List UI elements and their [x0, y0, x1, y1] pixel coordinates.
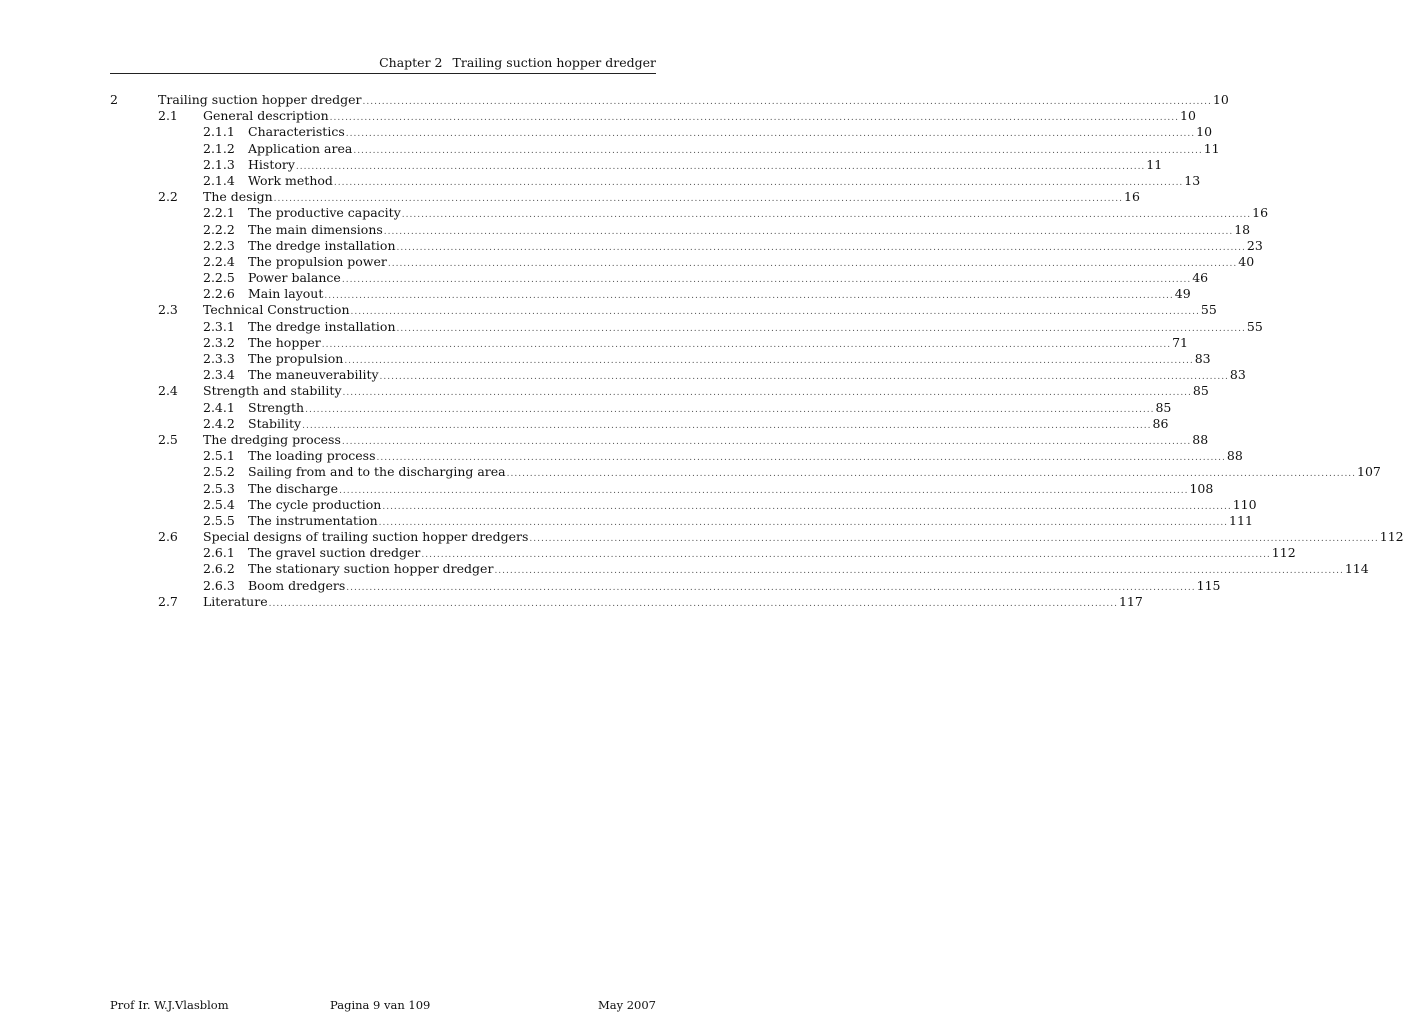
toc-entry-title: The propulsion power	[248, 253, 387, 269]
dot-leader: ............................................................................................................................................................................................................................	[387, 258, 1238, 269]
toc-entry-page: 85	[1192, 383, 1209, 399]
toc-entry-page: 85	[1155, 399, 1172, 415]
dot-leader: ............................................................................................................................................................................................................................	[268, 598, 1118, 609]
toc-entry[interactable]	[110, 221, 1251, 238]
toc-entry-title: General description	[203, 108, 329, 124]
toc-entry-number: 2.5.1	[203, 448, 235, 464]
toc-entry-title: Power balance	[248, 270, 341, 286]
dot-leader: ............................................................................................................................................................................................................................	[273, 194, 1124, 205]
toc-entry-title: The hopper	[248, 334, 321, 350]
toc-entry-number: 2.5.4	[203, 496, 235, 512]
toc-entry[interactable]	[110, 545, 1296, 561]
toc-entry-page: 11	[1203, 140, 1220, 156]
toc-entry-number: 2.3	[158, 302, 178, 318]
toc-entry-number: 2.6.1	[203, 545, 235, 561]
toc-entry-page: 107	[1357, 464, 1381, 480]
toc-entry-page: 83	[1229, 367, 1246, 383]
table-of-contents	[110, 92, 1404, 610]
dot-leader: ............................................................................................................................................................................................................................	[329, 113, 1180, 124]
dot-leader: ............................................................................................................................................................................................................................	[339, 485, 1189, 496]
footer-date: May 2007	[597, 998, 656, 1012]
toc-entry-number: 2.4	[158, 383, 178, 399]
toc-entry-page: 10	[1180, 108, 1196, 124]
toc-entry-page: 16	[1124, 189, 1140, 205]
header-chapter: Chapter 2	[379, 55, 443, 70]
toc-entry-page: 117	[1118, 593, 1143, 609]
toc-entry-page: 88	[1226, 448, 1243, 464]
toc-entry-title: The design	[203, 189, 273, 205]
toc-entry-title: The dredge installation	[248, 318, 396, 334]
toc-entry-title: The maneuverability	[248, 367, 379, 383]
toc-entry-title: Special designs of trailing suction hopper dredgers	[203, 529, 529, 545]
dot-leader: ............................................................................................................................................................................................................................	[376, 453, 1226, 464]
dot-leader: ............................................................................................................................................................................................................................	[333, 177, 1184, 188]
toc-entry-page: 16	[1252, 205, 1269, 221]
toc-entry-page: 71	[1172, 334, 1189, 350]
toc-entry[interactable]	[110, 205, 1269, 221]
toc-entry[interactable]	[110, 415, 1169, 432]
toc-entry[interactable]	[110, 351, 1211, 367]
toc-entry-title: History	[248, 156, 295, 172]
dot-leader: ............................................................................................................................................................................................................................	[401, 210, 1252, 221]
toc-entry-number: 2.2.4	[203, 253, 235, 269]
toc-entry-title: Characteristics	[248, 124, 345, 140]
toc-entry-page: 83	[1194, 351, 1211, 366]
toc-entry-number: 2.6	[158, 529, 178, 545]
toc-entry-number: 2.5	[158, 431, 178, 447]
toc-entry[interactable]	[110, 253, 1255, 270]
toc-entry[interactable]	[110, 108, 1196, 124]
toc-entry[interactable]	[110, 286, 1191, 302]
toc-entry-page: 18	[1234, 221, 1251, 237]
dot-leader: ............................................................................................................................................................................................................................	[396, 242, 1246, 253]
dot-leader: ............................................................................................................................................................................................................................	[305, 404, 1155, 415]
toc-entry-title: The main dimensions	[248, 221, 383, 237]
toc-entry-title: The loading process	[248, 448, 376, 464]
toc-entry[interactable]	[110, 189, 1140, 205]
dot-leader: ............................................................................................................................................................................................................................	[324, 291, 1174, 302]
dot-leader: ............................................................................................................................................................................................................................	[321, 339, 1172, 350]
toc-entry[interactable]	[110, 318, 1263, 335]
toc-entry[interactable]	[110, 577, 1221, 594]
toc-entry-title: Main layout	[248, 286, 324, 302]
toc-entry-number: 2.1.3	[203, 156, 235, 172]
toc-entry[interactable]	[110, 334, 1189, 351]
toc-entry-page: 108	[1189, 480, 1214, 496]
toc-entry-title: Technical Construction	[203, 302, 350, 318]
toc-entry-title: The discharge	[248, 480, 339, 496]
toc-entry[interactable]	[110, 172, 1201, 189]
toc-entry-number: 2.2.1	[203, 205, 235, 221]
dot-leader: ............................................................................................................................................................................................................................	[353, 145, 1203, 156]
toc-entry[interactable]	[110, 448, 1243, 464]
footer-page-number: Pagina 9 van 109	[330, 998, 431, 1012]
toc-entry-page: 111	[1229, 512, 1253, 528]
toc-entry-number: 2.6.2	[203, 561, 235, 577]
dot-leader: ............................................................................................................................................................................................................................	[295, 161, 1146, 172]
toc-entry[interactable]	[110, 237, 1263, 254]
toc-entry-page: 112	[1379, 529, 1404, 545]
toc-entry-title: Application area	[248, 140, 353, 156]
toc-entry[interactable]	[110, 480, 1214, 497]
toc-entry-number: 2.7	[158, 593, 178, 609]
toc-entry-number: 2.3.2	[203, 334, 235, 350]
toc-entry-page: 86	[1152, 415, 1169, 431]
toc-entry-page: 55	[1246, 318, 1263, 334]
toc-entry[interactable]	[110, 464, 1381, 480]
toc-entry-title: The stationary suction hopper dredger	[248, 561, 494, 577]
toc-entry-number: 2.2.3	[203, 237, 235, 253]
dot-leader: ............................................................................................................................................................................................................................	[302, 420, 1152, 431]
toc-entry-page: 10	[1212, 92, 1229, 107]
toc-entry-page: 40	[1238, 253, 1255, 269]
toc-entry[interactable]	[110, 512, 1253, 529]
header-title: Trailing suction hopper dredger	[452, 55, 656, 70]
dot-leader: ............................................................................................................................................................................................................................	[494, 566, 1344, 577]
dot-leader: ............................................................................................................................................................................................................................	[350, 307, 1200, 318]
toc-entry-number: 2.3.1	[203, 318, 235, 334]
toc-entry-number: 2.1.1	[203, 124, 235, 140]
toc-entry-number: 2.2	[158, 189, 178, 205]
toc-entry[interactable]	[110, 383, 1209, 399]
dot-leader: ............................................................................................................................................................................................................................	[396, 323, 1246, 334]
toc-entry[interactable]	[110, 302, 1217, 318]
toc-entry-page: 11	[1146, 156, 1163, 172]
dot-leader: ............................................................................................................................................................................................................................	[346, 582, 1196, 593]
toc-entry-line	[203, 593, 1143, 612]
toc-entry[interactable]	[110, 367, 1246, 383]
dot-leader: ............................................................................................................................................................................................................................	[379, 372, 1229, 383]
toc-entry-title: Literature	[203, 593, 268, 609]
toc-entry-number: 2.5.3	[203, 480, 235, 496]
toc-entry-number: 2.6.3	[203, 577, 235, 593]
dot-leader: ............................................................................................................................................................................................................................	[382, 501, 1232, 512]
page-header	[110, 55, 656, 73]
toc-entry[interactable]	[110, 140, 1220, 157]
toc-entry-title: The dredge installation	[248, 237, 396, 253]
toc-entry-number: 2.3.3	[203, 351, 235, 366]
dot-leader: ............................................................................................................................................................................................................................	[342, 388, 1192, 399]
toc-entry-page: 110	[1232, 496, 1257, 512]
dot-leader: ............................................................................................................................................................................................................................	[345, 129, 1196, 140]
dot-leader: ............................................................................................................................................................................................................................	[344, 356, 1194, 366]
toc-entry-page: 46	[1192, 270, 1209, 286]
toc-entry-title: The instrumentation	[248, 512, 378, 528]
toc-entry[interactable]	[110, 561, 1369, 577]
toc-entry-number: 2.2.6	[203, 286, 235, 302]
dot-leader: ............................................................................................................................................................................................................................	[529, 534, 1379, 545]
toc-entry-number: 2.2.5	[203, 270, 235, 286]
toc-entry[interactable]	[110, 431, 1209, 448]
dot-leader: ............................................................................................................................................................................................................................	[506, 469, 1357, 480]
toc-entry-number: 2.2.2	[203, 221, 235, 237]
toc-entry-number: 2.5.5	[203, 512, 235, 528]
toc-entry-number: 2.1.4	[203, 172, 235, 188]
toc-entry-number: 2.1.2	[203, 140, 235, 156]
toc-entry-number: 2.4.2	[203, 415, 235, 431]
toc-entry-title: The dredging process	[203, 431, 341, 447]
toc-entry-title: The gravel suction dredger	[248, 545, 421, 561]
toc-entry-title: The propulsion	[248, 351, 344, 366]
toc-entry-title: The productive capacity	[248, 205, 401, 221]
dot-leader: ............................................................................................................................................................................................................................	[341, 275, 1192, 286]
toc-entry-page: 55	[1200, 302, 1217, 318]
toc-entry-page: 23	[1246, 237, 1263, 253]
toc-entry-number: 2.4.1	[203, 399, 235, 415]
toc-entry-page: 114	[1344, 561, 1369, 577]
dot-leader: ............................................................................................................................................................................................................................	[341, 436, 1192, 447]
toc-entry[interactable]	[110, 593, 1143, 610]
toc-entry[interactable]	[110, 124, 1213, 140]
dot-leader: ............................................................................................................................................................................................................................	[378, 517, 1229, 528]
toc-entry-title: Sailing from and to the discharging area	[248, 464, 506, 480]
page-footer	[110, 998, 656, 1016]
toc-entry-title: Work method	[248, 172, 333, 188]
toc-entry[interactable]	[110, 529, 1404, 545]
toc-entry[interactable]	[110, 399, 1172, 416]
toc-entry-page: 49	[1174, 286, 1191, 302]
toc-entry-page: 112	[1271, 545, 1296, 561]
toc-entry-page: 13	[1184, 172, 1201, 188]
toc-entry-title: The cycle production	[248, 496, 382, 512]
toc-entry[interactable]	[110, 156, 1163, 173]
toc-entry-page: 88	[1192, 431, 1209, 447]
dot-leader: ............................................................................................................................................................................................................................	[383, 226, 1234, 237]
toc-entry-title: Strength	[248, 399, 305, 415]
toc-entry[interactable]	[110, 270, 1209, 286]
toc-entry-title: Stability	[248, 415, 302, 431]
toc-entry-title: Trailing suction hopper dredger	[158, 92, 362, 107]
toc-entry-page: 115	[1196, 577, 1221, 593]
header-rule	[110, 73, 656, 74]
toc-entry[interactable]	[110, 92, 1229, 108]
dot-leader: ............................................................................................................................................................................................................................	[362, 97, 1212, 107]
dot-leader: ............................................................................................................................................................................................................................	[421, 550, 1271, 561]
footer-author: Prof Ir. W.J.Vlasblom	[110, 998, 229, 1012]
toc-entry-title: Strength and stability	[203, 383, 342, 399]
toc-entry-title: Boom dredgers	[248, 577, 346, 593]
toc-entry-number: 2.1	[158, 108, 178, 124]
toc-entry-number: 2.5.2	[203, 464, 235, 480]
toc-entry-number: 2	[110, 92, 118, 107]
toc-entry-page: 10	[1196, 124, 1213, 140]
toc-entry-number: 2.3.4	[203, 367, 235, 383]
toc-entry[interactable]	[110, 496, 1257, 513]
